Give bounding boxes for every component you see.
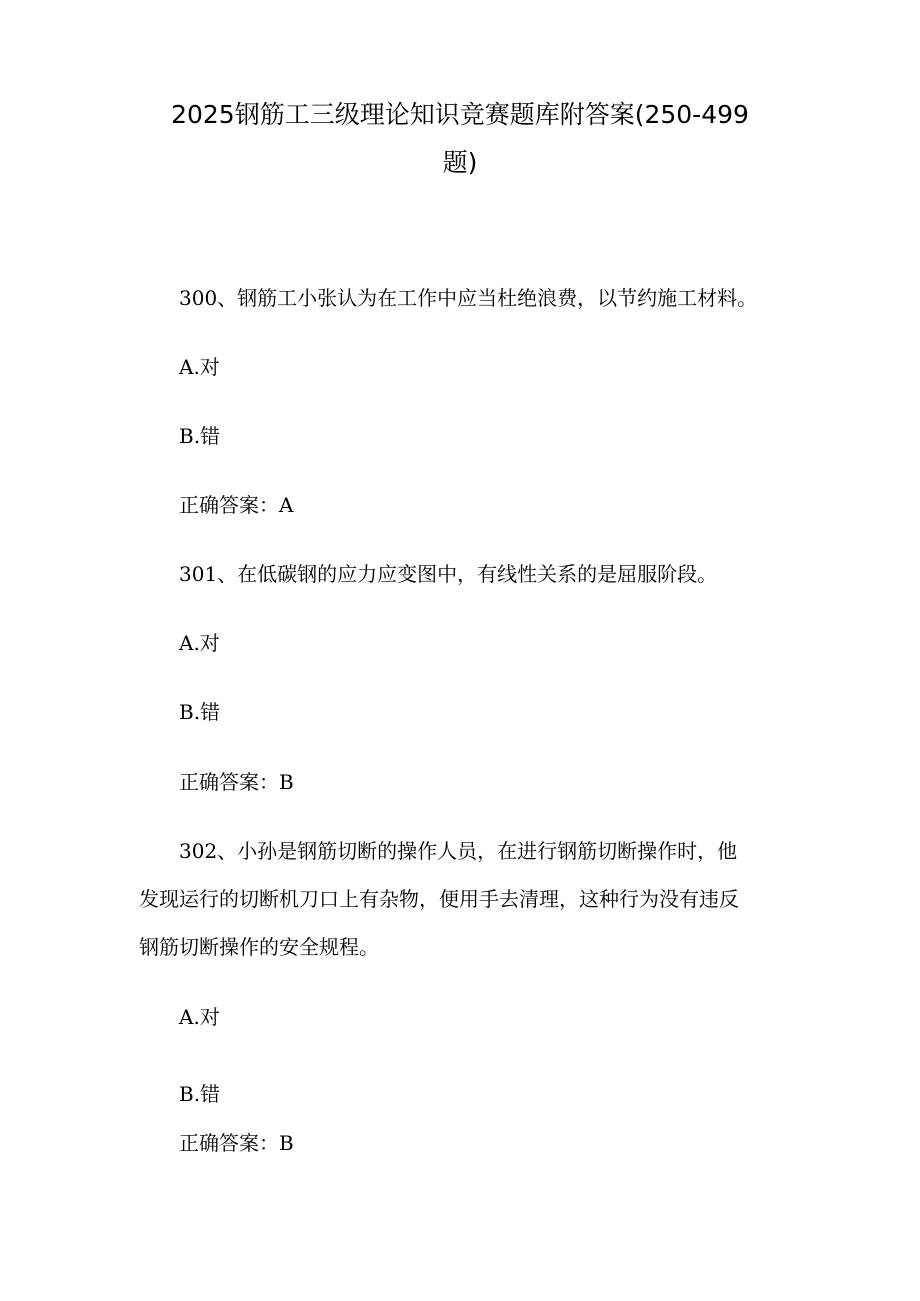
option-a: A.对	[179, 1005, 220, 1029]
question-stem: 301、在低碳钢的应力应变图中，有线性关系的是屈服阶段。	[179, 562, 718, 586]
question-stem-line-1: 302、小孙是钢筋切断的操作人员，在进行钢筋切断操作时，他	[179, 839, 738, 863]
option-b: B.错	[179, 424, 221, 448]
question-stem-line-3: 钢筋切断操作的安全规程。	[139, 935, 379, 959]
question-stem: 300、钢筋工小张认为在工作中应当杜绝浪费，以节约施工材料。	[179, 286, 758, 310]
document-title-line-1: 2025钢筋工三级理论知识竞赛题库附答案(250-499	[171, 100, 749, 129]
correct-answer: 正确答案：B	[179, 1131, 294, 1155]
correct-answer: 正确答案：A	[179, 493, 294, 517]
option-b: B.错	[179, 1082, 221, 1106]
option-a: A.对	[179, 355, 220, 379]
document-title-line-2: 题)	[442, 148, 478, 177]
option-a: A.对	[179, 631, 220, 655]
option-b: B.错	[179, 700, 221, 724]
correct-answer: 正确答案：B	[179, 770, 294, 794]
question-stem-line-2: 发现运行的切断机刀口上有杂物，便用手去清理，这种行为没有违反	[139, 887, 739, 911]
